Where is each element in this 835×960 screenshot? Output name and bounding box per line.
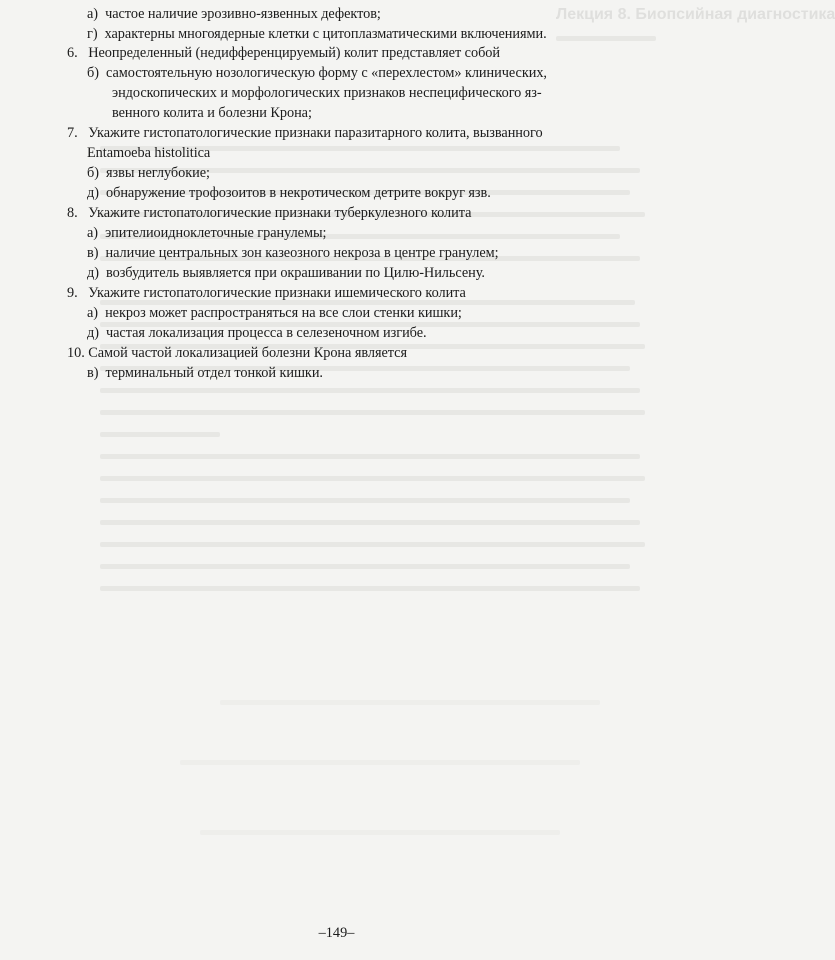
question-continuation: Entamoeba histolitica — [87, 145, 211, 161]
answer-option: в) терминальный отдел тонкой кишки. — [87, 365, 323, 381]
question: 7. Укажите гистопатологические признаки паразитарного колита, вызванного — [67, 125, 543, 141]
answer-option: д) возбудитель выявляется при окрашивании по Цилю-Нильсену. — [87, 265, 485, 281]
answer-option: д) обнаружение трофозоитов в некротическом детрите вокруг язв. — [87, 185, 491, 201]
question: 8. Укажите гистопатологические признаки туберкулезного колита — [67, 205, 472, 221]
answer-continuation: венного колита и болезни Крона; — [112, 105, 312, 121]
answer-option: б) самостоятельную нозологическую форму с «перехлестом» клинических, — [87, 65, 547, 81]
answer-option: а) частое наличие эрозивно-язвенных дефектов; — [87, 6, 381, 22]
answer-continuation: эндоскопических и морфологических признаков неспецифического яз- — [112, 85, 542, 101]
answer-option: а) эпителиоидноклеточные гранулемы; — [87, 225, 327, 241]
page-number: –149– — [318, 925, 355, 941]
answer-option: а) некроз может распространяться на все слои стенки кишки; — [87, 305, 462, 321]
answer-option: д) частая локализация процесса в селезеночном изгибе. — [87, 325, 427, 341]
answer-option: б) язвы неглубокие; — [87, 165, 210, 181]
question: 10. Самой частой локализацией болезни Крона является — [67, 345, 407, 361]
question: 6. Неопределенный (недифференцируемый) колит представляет собой — [67, 45, 500, 61]
answer-option: в) наличие центральных зон казеозного некроза в центре гранулем; — [87, 245, 499, 261]
answer-option: г) характерны многоядерные клетки с цитоплазматическими включениями. — [87, 26, 547, 42]
bleed-through-background: Лекция 8. Биопсийная диагностика — [0, 0, 673, 960]
question: 9. Укажите гистопатологические признаки ишемического колита — [67, 285, 466, 301]
